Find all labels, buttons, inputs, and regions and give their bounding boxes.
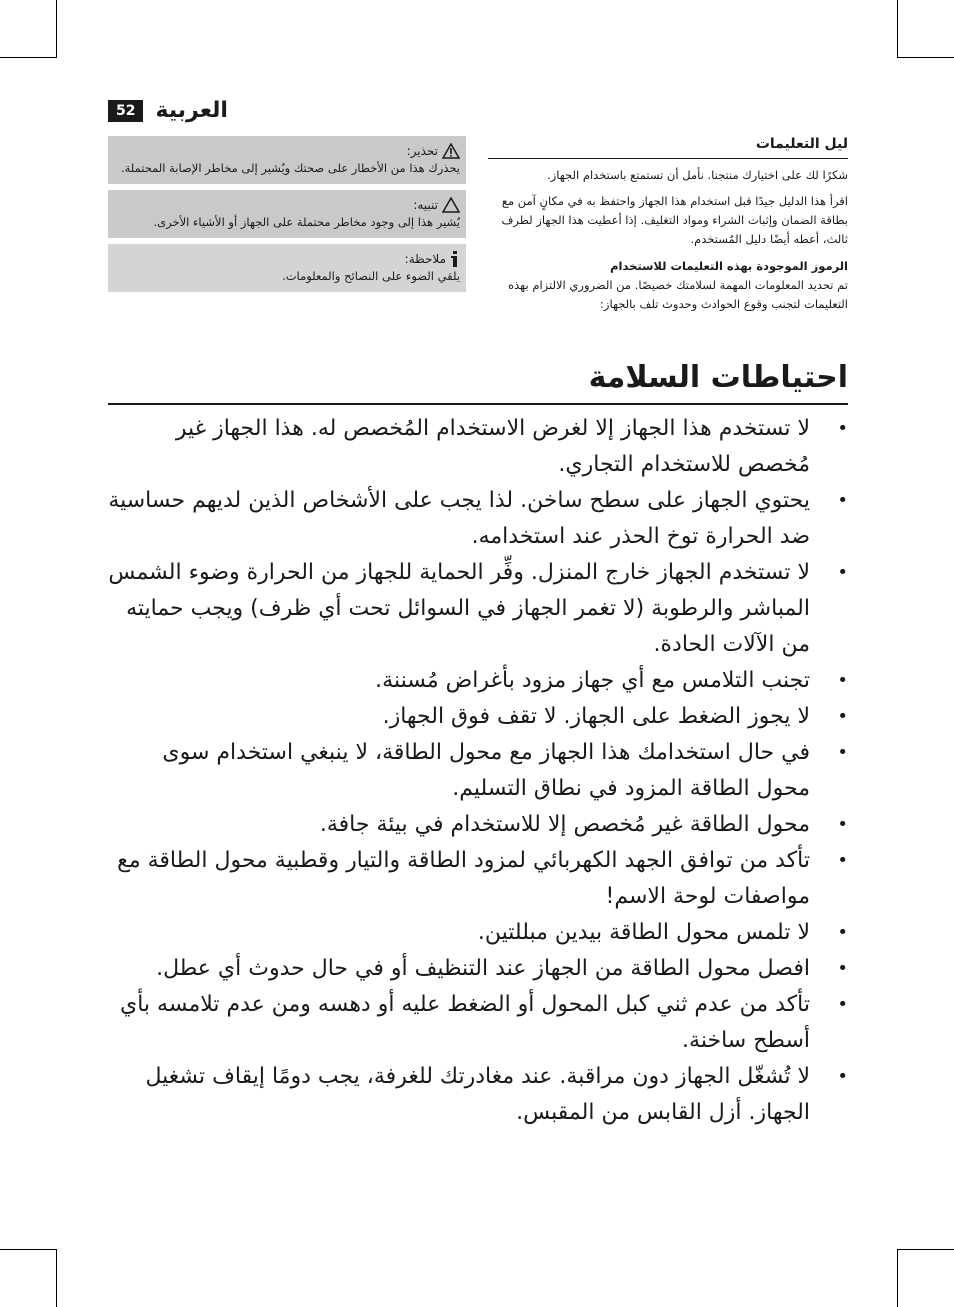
warning-triangle-icon [442,143,460,159]
crop-mark [897,1249,954,1250]
warning-text: يحذرك هذا من الأخطار على صحتك ويُشير إلى مخاطر الإصابة المحتملة. [120,161,460,175]
crop-mark [56,0,57,58]
list-item: • تأكد من عدم ثني كبل المحول أو الضغط عليه أو دهسه ومن عدم تلامسه بأي أسطح ساخنة. [119,992,848,1053]
info-icon [450,251,460,267]
list-item: • لا تستخدم هذا الجهاز إلا لغرض الاستخدام المُخصص له. هذا الجهاز غير مُخصص للاستخدام التجاري. [175,416,848,477]
caution-note [108,190,466,238]
crop-mark [897,1249,898,1307]
list-item: • تجنب التلامس مع أي جهاز مزود بأغراض مُسننة. [375,668,848,693]
guide-title: ليل التعليمات [755,136,848,152]
list-item: • في حال استخدامك هذا الجهاز مع محول الطاقة، لا ينبغي استخدام سوى محول الطاقة المزود في نطاق التسليم. [162,740,848,801]
warning-title: تحذير: [406,144,438,158]
notes-panel [108,136,466,298]
page-header [108,98,228,123]
safety-title: احتياطات السلامة [588,360,848,395]
guide-paragraph: تم تحديد المعلومات المهمة لسلامتك خصيصًا. من الضروري الالتزام بهذه التعليمات لتجنب وقوع الحوادث وحدوث تلف بالجهاز: [508,278,848,311]
list-item: • لا تلمس محول الطاقة بيدين مبللتين. [477,920,848,945]
list-item: • تأكد من توافق الجهد الكهربائي لمزود الطاقة والتيار وقطبية محول الطاقة مع مواصفات لوحة الاسم! [117,848,848,909]
safety-divider [108,403,848,405]
safety-section [108,360,848,1131]
crop-mark [56,1249,57,1307]
caution-text: يُشير هذا إلى وجود مخاطر محتملة على الجهاز أو الأشياء الأخرى. [153,215,460,229]
page-number: 52 [108,100,143,122]
list-item: • افصل محول الطاقة من الجهاز عند التنظيف أو في حال حدوث أي عطل. [156,956,848,981]
crop-mark [0,1249,57,1250]
info-note [108,244,466,292]
crop-mark [897,0,898,58]
caution-triangle-icon [442,197,460,213]
info-text: يلقي الضوء على النصائح والمعلومات. [282,269,460,283]
guide-section [488,136,848,321]
language-label: العربية [155,98,228,123]
guide-divider [488,158,848,159]
symbols-title: الرموز الموجودة بهذه التعليمات للاستخدام [610,259,848,273]
warning-note [108,136,466,184]
list-item: • محول الطاقة غير مُخصص إلا للاستخدام في بيئة جافة. [319,812,848,837]
crop-mark [897,57,954,58]
guide-paragraph: شكرًا لك على اختيارك منتجنا. نأمل أن تستمتع باستخدام الجهاز. [547,168,848,182]
guide-paragraph: اقرأ هذا الدليل جيدًا قبل استخدام هذا الجهاز واحتفظ به في مكانٍ آمن مع بطاقة الضمان وإثبات الشراء ومواد التغليف. إذا أعطيت هذا الجهاز لطرف ثالث، أعطه أيضًا دليل المُستخدم. [501,194,848,246]
list-item: • يحتوي الجهاز على سطح ساخن. لذا يجب على الأشخاص الذين لديهم حساسية ضد الحرارة توخ الحذر عند استخدامه. [108,488,848,549]
caution-title: تنبيه: [413,198,438,212]
list-item: • لا تستخدم الجهاز خارج المنزل. وفِّر الحماية للجهاز من الحرارة وضوء الشمس المباشر والرطوبة (لا تغمر الجهاز في السوائل تحت أي ظرف) ويجب حمايته من الآلات الحادة. [108,560,848,657]
list-item: • لا يجوز الضغط على الجهاز. لا تقف فوق الجهاز. [382,704,848,729]
list-item: • لا تُشغّل الجهاز دون مراقبة. عند مغادرتك للغرفة، يجب دومًا إيقاف تشغيل الجهاز. أزل القابس من المقبس. [145,1064,848,1125]
crop-mark [0,57,57,58]
info-title: ملاحظة: [404,252,446,266]
safety-list [108,411,848,1131]
